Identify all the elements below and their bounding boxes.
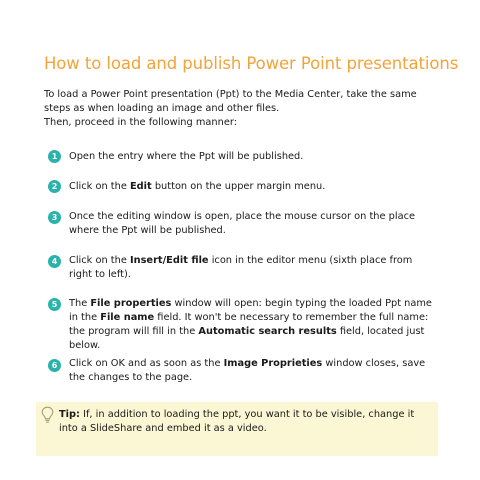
step-text-part: Click on OK and as soon as the	[69, 358, 224, 369]
step-text-part: field. It won't be necessary to remember the full name: the program will fill in the	[69, 312, 429, 337]
step-number-badge: 4	[48, 255, 61, 268]
step-text	[69, 297, 438, 353]
intro-text	[44, 88, 444, 130]
step-text-part: Open the entry where the Ppt will be published.	[69, 151, 304, 162]
step-text-part: icon in the editor menu (sixth place from right to left).	[69, 255, 413, 280]
step-text-part: Once the editing window is open, place the mouse cursor on the place where the Ppt will be published.	[69, 211, 416, 236]
step-text-part: The	[69, 298, 91, 309]
step-text-bold: Edit	[129, 181, 152, 192]
step-text	[69, 150, 438, 164]
lightbulb-icon	[41, 406, 54, 424]
step-item	[48, 180, 438, 194]
step-number-badge: 1	[48, 150, 61, 163]
step-item	[48, 297, 438, 353]
step-text-part: Click on the	[69, 255, 130, 266]
step-text-part: window will open: begin typing the loaded Ppt name in the	[69, 298, 432, 323]
step-text	[69, 180, 438, 194]
step-text-bold: Automatic search results	[198, 326, 337, 337]
tip-body: If, in addition to loading the ppt, you want it to be visible, change it into a SlideShare and embed it as a video.	[59, 409, 415, 434]
step-item	[48, 210, 438, 238]
intro-paragraph: Then, proceed in the following manner:	[44, 117, 238, 128]
tip-box	[36, 402, 438, 456]
tip-text	[59, 408, 429, 436]
step-item	[48, 357, 438, 385]
step-item	[48, 150, 438, 164]
tip-label: Tip:	[59, 409, 80, 420]
step-item	[48, 254, 438, 282]
step-text	[69, 254, 438, 282]
step-text-bold: File properties	[90, 298, 172, 309]
page-title: How to load and publish Power Point presentations	[44, 54, 459, 73]
step-text-bold: Image Proprieties	[223, 358, 323, 369]
step-text	[69, 357, 438, 385]
step-text-bold: Insert/Edit file	[129, 255, 209, 266]
step-text-part: Click on the	[69, 181, 130, 192]
step-text-part: field, located just below.	[69, 326, 425, 351]
step-text-bold: File name	[100, 312, 155, 323]
step-number-badge: 5	[48, 298, 61, 311]
step-number-badge: 6	[48, 359, 61, 372]
step-text-part: window closes, save the changes to the page.	[69, 358, 426, 383]
step-number-badge: 2	[48, 180, 61, 193]
step-text	[69, 210, 438, 238]
step-text-part: button on the upper margin menu.	[151, 181, 326, 192]
intro-paragraph: To load a Power Point presentation (Ppt) to the Media Center, take the same steps as when loading an image and other files.	[44, 89, 417, 114]
step-number-badge: 3	[48, 211, 61, 224]
